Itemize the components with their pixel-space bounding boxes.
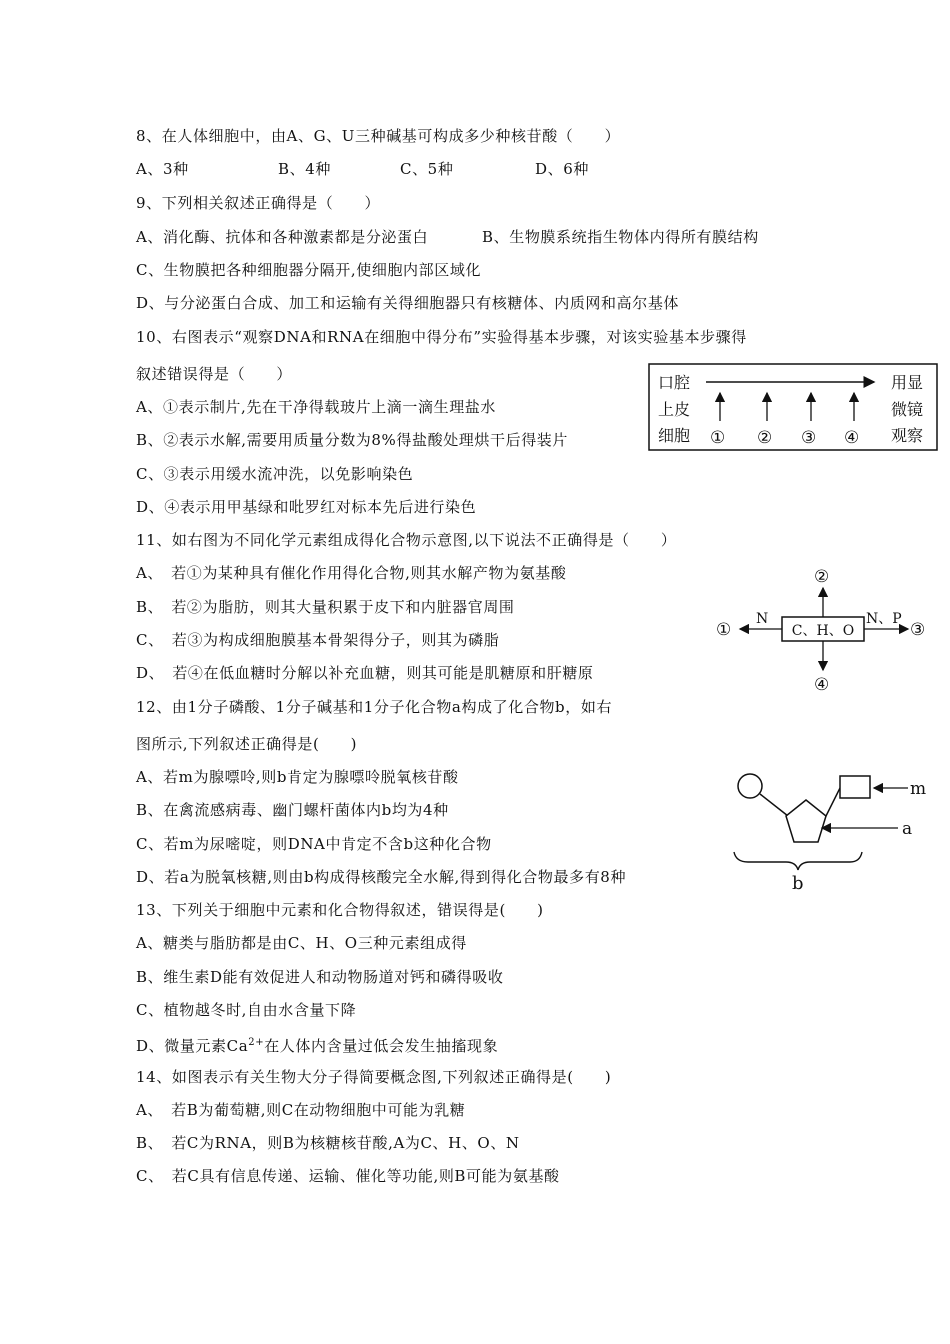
q8-stem: 8、在人体细胞中，由A、G、U三种碱基可构成多少种核苷酸（ ） [136,127,621,145]
q9-option-c: C、生物膜把各种细胞器分隔开,使细胞内部区域化 [136,261,482,279]
q9-option-a: A、消化酶、抗体和各种激素都是分泌蛋白 [136,228,429,246]
q12-option-a: A、若m为腺嘌呤,则b肯定为腺嘌呤脱氧核苷酸 [136,768,459,786]
q11-option-a: A、 若①为某种具有催化作用得化合物,则其水解产物为氨基酸 [136,564,567,582]
q12-stem-line1: 12、由1分子磷酸、1分子碱基和1分子化合物a构成了化合物b，如右 [136,698,613,716]
q11-option-c: C、 若③为构成细胞膜基本骨架得分子，则其为磷脂 [136,631,500,649]
q12-stem-line2: 图所示,下列叙述正确得是( ) [136,735,358,753]
q13-option-d-superscript: 2+ [248,1037,265,1048]
q8-option-c: C、5种 [400,160,454,178]
q13-option-d-main: D、微量元素Ca [136,1037,249,1055]
start-label-line1: 口腔 [658,373,691,392]
q10-experiment-diagram [648,363,938,451]
compound-4-label: ④ [814,675,830,695]
q8-option-a: A、3种 [136,160,189,178]
phosphate-bond [760,794,788,816]
end-label-line1: 用显 [891,373,924,392]
nucleotide-brace [734,852,862,870]
step4-label: ④ [844,428,860,448]
q13-option-a: A、糖类与脂肪都是由C、H、O三种元素组成得 [136,934,467,952]
q10-stem-line2: 叙述错误得是（ ） [136,365,293,383]
step1-label: ① [710,428,726,448]
q8-option-d: D、6种 [535,160,589,178]
q13-option-c: C、植物越冬时,自由水含量下降 [136,1001,357,1019]
q14-stem: 14、如图表示有关生物大分子得简要概念图,下列叙述正确得是( ) [136,1068,612,1086]
q11-element-diagram [712,560,936,695]
start-label-line2: 上皮 [658,400,691,419]
base-label-m: m [910,779,927,799]
q10-option-d: D、④表示用甲基绿和吡罗红对标本先后进行染色 [136,498,477,516]
base-box [840,776,870,798]
end-label-line2: 微镜 [891,400,924,419]
q11-option-b: B、 若②为脂肪，则其大量积累于皮下和内脏器官周围 [136,598,515,616]
q13-option-b: B、维生素D能有效促进人和动物肠道对钙和磷得吸收 [136,968,504,986]
q13-option-d [136,1033,498,1056]
step2-label: ② [757,428,773,448]
pentose-sugar [786,800,826,842]
q14-option-a: A、 若B为葡萄糖,则C在动物细胞中可能为乳糖 [136,1101,466,1119]
nucleotide-label-b: b [792,873,804,894]
q11-option-d: D、 若④在低血糖时分解以补充血糖，则其可能是肌糖原和肝糖原 [136,664,594,682]
q9-option-b: B、生物膜系统指生物体内得所有膜结构 [482,228,759,246]
q12-nucleotide-diagram [728,766,936,894]
phosphate-circle [738,774,762,798]
q14-option-b: B、 若C为RNA，则B为核糖核苷酸,A为C、H、O、N [136,1134,520,1152]
q13-option-d-rest: 在人体内含量过低会发生抽搐现象 [264,1037,499,1055]
compound-2-label: ② [814,567,830,587]
q10-option-c: C、③表示用缓水流冲洗，以免影响染色 [136,465,414,483]
q12-option-c: C、若m为尿嘧啶，则DNA中肯定不含b这种化合物 [136,835,492,853]
q12-option-b: B、在禽流感病毒、幽门螺杆菌体内b均为4种 [136,801,449,819]
q10-stem-line1: 10、右图表示“观察DNA和RNA在细胞中得分布”实验得基本步骤，对该实验基本步骤得 [136,328,747,346]
q10-option-b: B、②表示水解,需要用质量分数为8%得盐酸处理烘干后得装片 [136,431,568,449]
start-label-line3: 细胞 [658,426,691,445]
compound-1-label: ① [716,620,732,640]
compound-3-label: ③ [910,620,926,640]
q9-stem: 9、下列相关叙述正确得是（ ） [136,194,381,212]
q8-option-b: B、4种 [278,160,331,178]
q13-stem: 13、下列关于细胞中元素和化合物得叙述，错误得是( ) [136,901,544,919]
end-label-line3: 观察 [891,426,924,445]
q14-option-c: C、 若C具有信息传递、运输、催化等功能,则B可能为氨基酸 [136,1167,560,1185]
sugar-label-a: a [902,819,913,839]
q12-option-d: D、若a为脱氧核糖,则由b构成得核酸完全水解,得到得化合物最多有8种 [136,868,627,886]
q9-option-d: D、与分泌蛋白合成、加工和运输有关得细胞器只有核糖体、内质网和高尔基体 [136,294,680,312]
step3-label: ③ [801,428,817,448]
element-box-label: C、H、O [791,623,855,639]
q10-option-a: A、①表示制片,先在干净得载玻片上滴一滴生理盐水 [136,398,497,416]
left-element-label: N [756,611,769,627]
q11-stem: 11、如右图为不同化学元素组成得化合物示意图,以下说法不正确得是（ ） [136,531,677,549]
right-element-label: N、P [866,611,902,627]
base-bond [826,788,840,816]
